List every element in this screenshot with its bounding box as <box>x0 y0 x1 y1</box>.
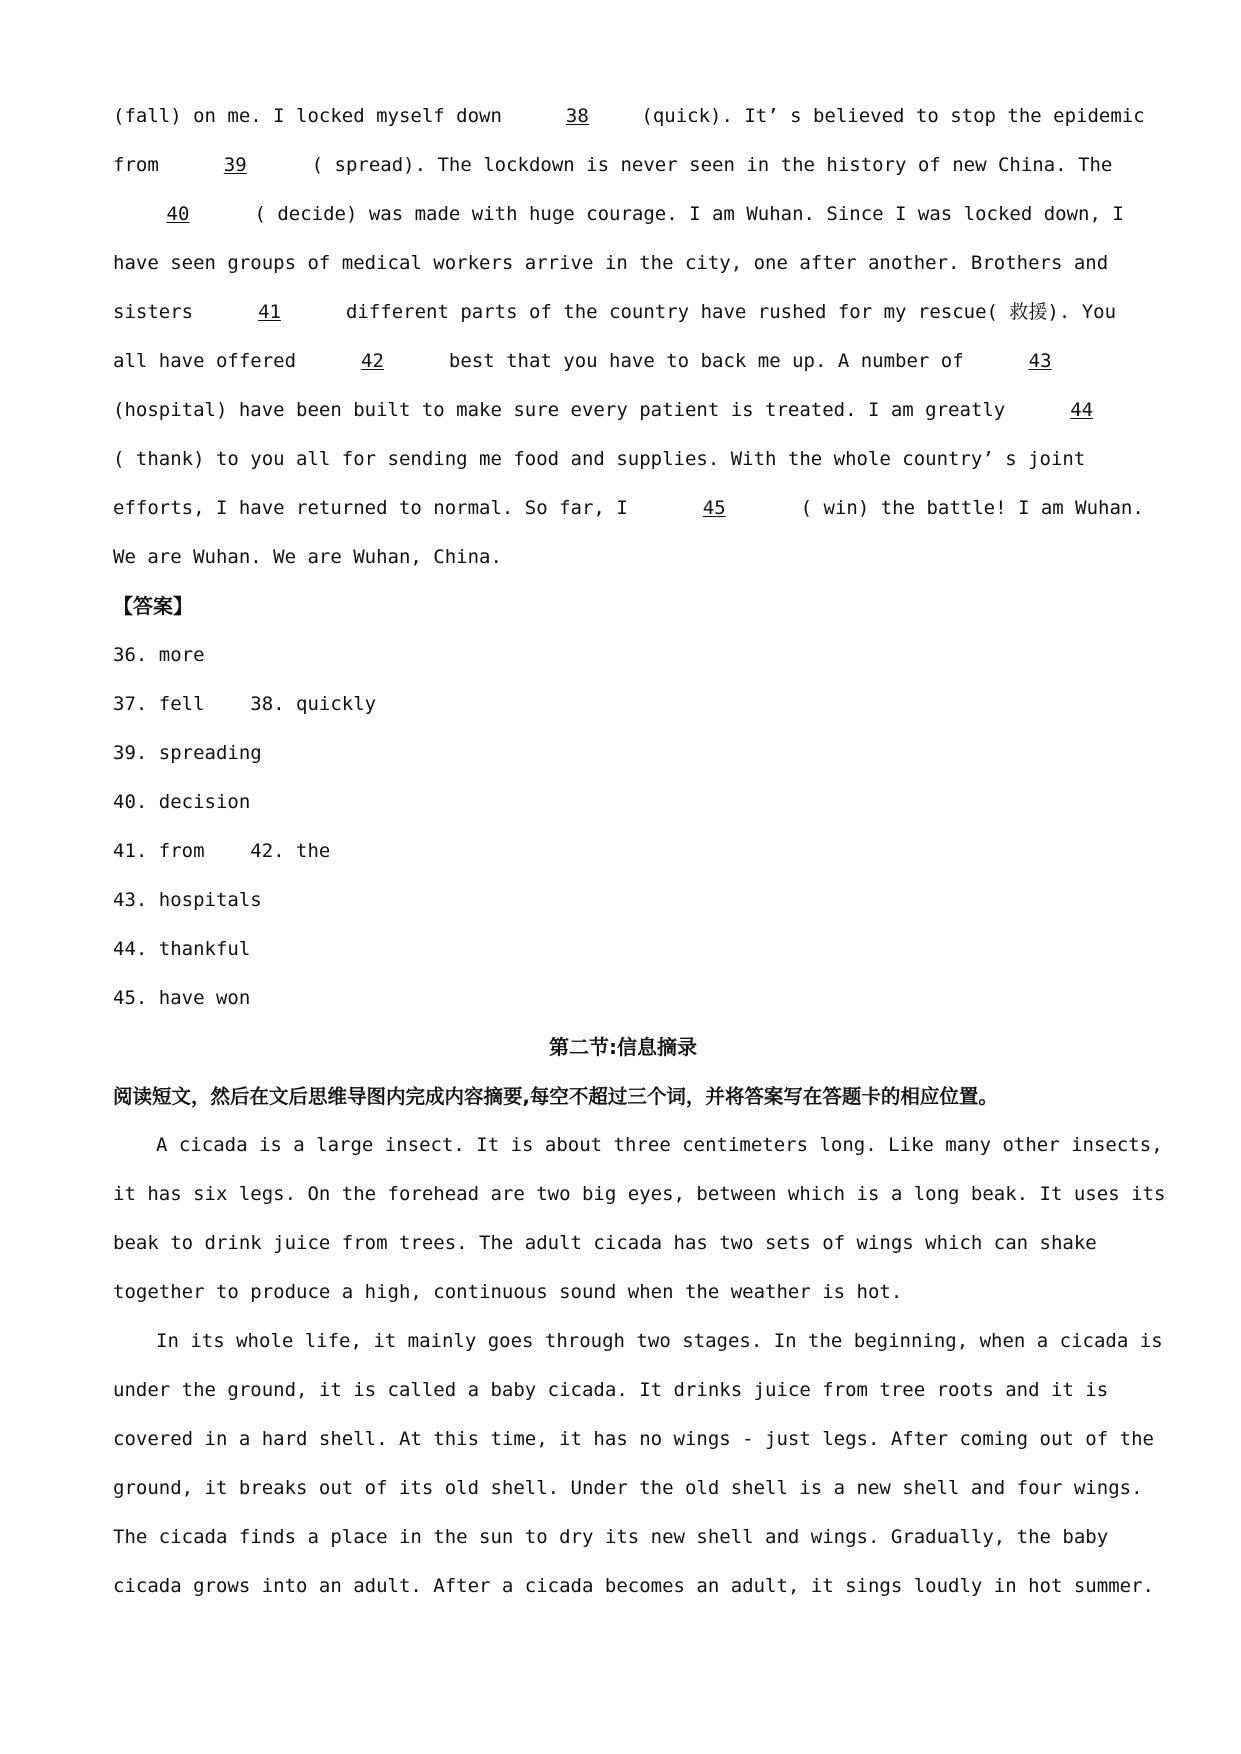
passage-line: ( thank) to you all for sending me food and supplies. With the whole country’ s joint <box>113 448 1086 470</box>
passage-line <box>113 92 1145 141</box>
blank-44: 44 <box>1070 399 1094 421</box>
blank-45: 45 <box>702 497 726 519</box>
instruction-text: 阅读短文，然后在文后思维导图内完成内容摘要,每空不超过三个词，并将答案写在答题卡的相应位置。 <box>113 1085 998 1108</box>
blank-39: 39 <box>223 154 247 176</box>
document-page <box>113 92 1166 1611</box>
text-run: best that you have to back me up. A number of <box>437 350 976 372</box>
paragraph-line: ground, it breaks out of its old shell. Under the old shell is a new shell and four wings. <box>113 1477 1143 1499</box>
answer-item: 36. more <box>113 644 205 666</box>
paragraph-line: under the ground, it is called a baby cicada. It drinks juice from tree roots and it is <box>113 1379 1109 1401</box>
paragraph-line: cicada grows into an adult. After a cicada becomes an adult, it sings loudly in hot summer. <box>113 1575 1154 1597</box>
text-run: sisters <box>113 301 205 323</box>
passage-line <box>113 386 1133 435</box>
passage-line <box>113 337 1133 386</box>
blank-38: 38 <box>565 105 589 127</box>
cicada-paragraph-2 <box>113 1317 1163 1611</box>
passage-line <box>113 484 1144 533</box>
passage-line <box>113 141 1133 190</box>
text-run: ( win) the battle! I am Wuhan. <box>789 497 1144 519</box>
answer-item: 45. have won <box>113 987 251 1009</box>
answer-item: 44. thankful <box>113 938 251 960</box>
text-run: (fall) on me. I locked myself down <box>113 105 514 127</box>
text-run: (hospital) have been built to make sure every patient is treated. I am greatly <box>113 399 1017 421</box>
paragraph-line: beak to drink juice from trees. The adult cicada has two sets of wings which can shake <box>113 1232 1097 1254</box>
passage-line: We are Wuhan. We are Wuhan, China. <box>113 546 502 568</box>
blank-42: 42 <box>361 350 384 372</box>
passage-line <box>113 288 1133 337</box>
blank-40: 40 <box>166 203 190 225</box>
text-run: (quick). It’ s believed to stop the epidemic <box>641 105 1145 127</box>
paragraph-line: it has six legs. On the forehead are two big eyes, between which is a long beak. It uses its <box>113 1183 1166 1205</box>
blank-41: 41 <box>258 301 281 323</box>
paragraph-line: A cicada is a large insect. It is about three centimeters long. Like many other insects, <box>156 1134 1163 1156</box>
answer-item: 37. fell 38. quickly <box>113 693 377 715</box>
paragraph-line: In its whole life, it mainly goes through two stages. In the beginning, when a cicada is <box>156 1330 1163 1352</box>
blank-43: 43 <box>1028 350 1052 372</box>
text-run: from <box>113 154 171 176</box>
answer-list <box>113 631 1133 1023</box>
text-run: ( decide) was made with huge courage. I am Wuhan. Since I was locked down, I <box>243 203 1124 225</box>
paragraph-line: covered in a hard shell. At this time, it has no wings - just legs. After coming out of the <box>113 1428 1154 1450</box>
passage-line: have seen groups of medical workers arrive in the city, one after another. Brothers and <box>113 252 1109 274</box>
answer-item: 40. decision <box>113 791 251 813</box>
answer-heading: 【答案】 <box>113 594 193 618</box>
passage-wuhan <box>113 92 1145 582</box>
text-run: different parts of the country have rushed for my rescue( 救援). You <box>334 301 1117 323</box>
text-run: all have offered <box>113 350 308 372</box>
paragraph-line: together to produce a high, continuous sound when the weather is hot. <box>113 1281 903 1303</box>
cicada-paragraph-1 <box>113 1121 1166 1317</box>
answer-item: 39. spreading <box>113 742 262 764</box>
section-title: 第二节:信息摘录 <box>549 1035 697 1059</box>
answer-item: 41. from 42. the <box>113 840 331 862</box>
paragraph-line: The cicada finds a place in the sun to dry its new shell and wings. Gradually, the baby <box>113 1526 1109 1548</box>
answer-item: 43. hospitals <box>113 889 262 911</box>
passage-line <box>113 190 1133 239</box>
text-run: ( spread). The lockdown is never seen in the history of new China. The <box>300 154 1113 176</box>
text-run: efforts, I have returned to normal. So far, I <box>113 497 640 519</box>
